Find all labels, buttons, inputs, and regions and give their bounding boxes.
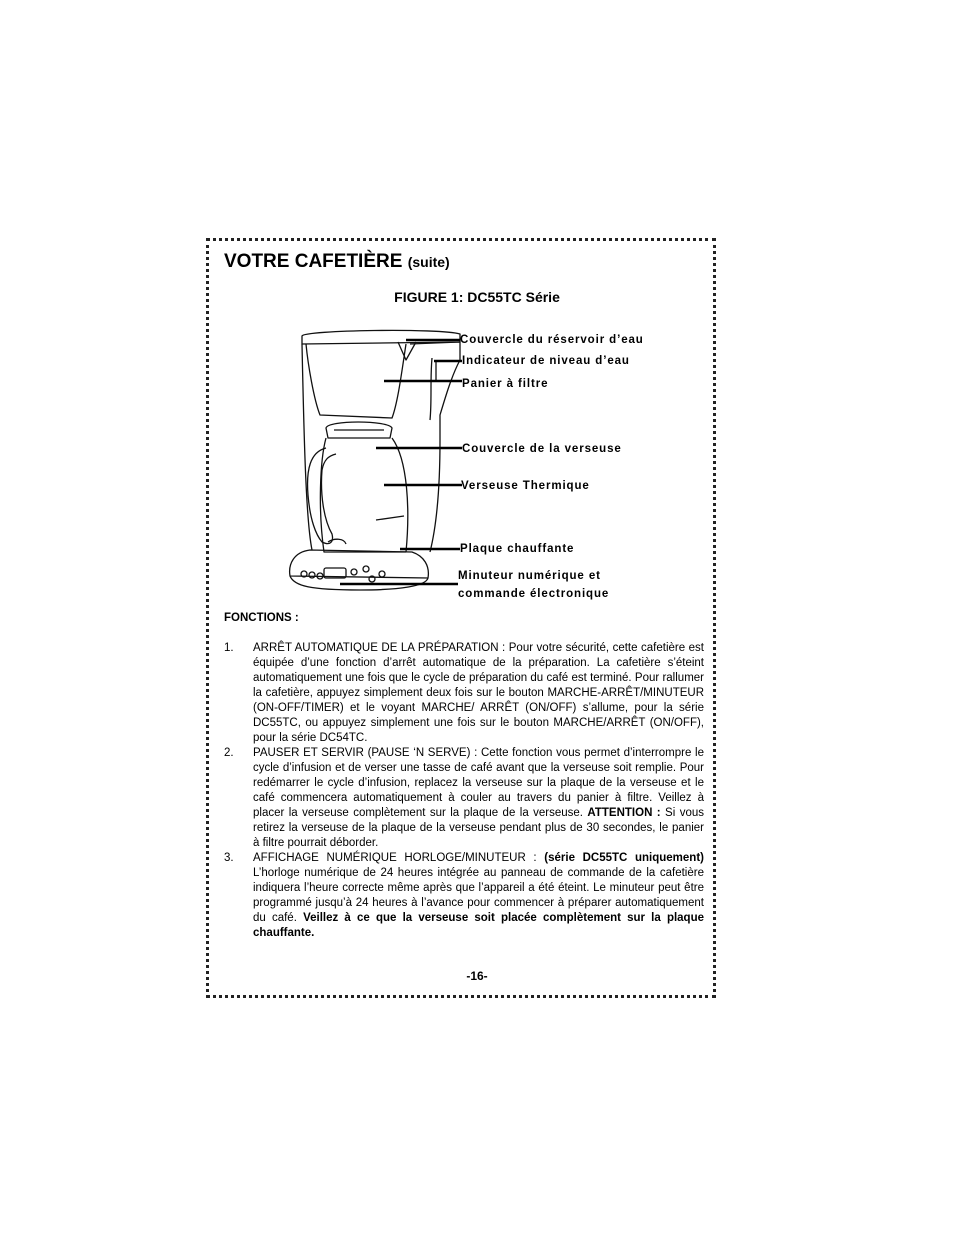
list-item-text: AFFICHAGE NUMÉRIQUE HORLOGE/MINUTEUR : [253, 852, 537, 864]
list-item-text: Si vous retirez la verseuse de la plaque de la verseuse pendant plus de 30 secondes, le panier à filtre pourrait déborder. [253, 807, 704, 849]
list-item-text: L’horloge numérique de 24 heures intégrée au panneau de commande de la cafetière indiquera l’heure correcte même après que l’appareil a été éteint. Le minuteur peut être programmé jusqu’à 24 heures à l’avance pour commencer à préparer automatiquement du café. [253, 867, 704, 924]
list-item-number: 2. [224, 747, 234, 759]
page-title-text: VOTRE CAFETIÈRE [224, 251, 403, 272]
list-item-text: ARRÊT AUTOMATIQUE DE LA PRÉPARATION : Pour votre sécurité, cette cafetière est équipée d’une fonction d’arrêt automatique de la préparation. La cafetière s’éteint automatiquement une fois que le cycle de préparation du café est terminé. Pour rallumer la cafetière, appuyez simplement deux fois sur le bouton MARCHE-ARRÊT/MINUTEUR (ON-OFF/TIMER) et le voyant MARCHE/ ARRÊT (ON/OFF) s’allume, pour la série DC55TC, ou appuyez simplement une fois sur le bouton MARCHE/ARRÊT (ON/OFF), pour la série DC54TC. [253, 642, 704, 744]
callout-thermal-carafe: Verseuse Thermique [461, 480, 590, 492]
reservoir-lid-shape [302, 330, 460, 344]
page-title [224, 251, 450, 273]
callout-water-reservoir-lid: Couvercle du réservoir d’eau [460, 334, 644, 346]
callout-water-level-indicator: Indicateur de niveau d’eau [462, 355, 630, 367]
callout-carafe-lid: Couvercle de la verseuse [462, 443, 622, 455]
figure-caption: FIGURE 1: DC55TC Série [394, 289, 560, 305]
callout-digital-timer-line2: commande électronique [458, 588, 610, 600]
list-item-text: PAUSER ET SERVIR (PAUSE ‘N SERVE) : Cette fonction vous permet d’interrompre le cycle d’infusion et de verser une tasse de café avant que la verseuse soit remplie. Pour redémarrer le cycle d’infusion, replacez la verseuse sur la plaque de la verseuse et le café commencera automatiquement à couler au travers du panier à filtre. Veillez à placer la verseuse complètement sur la plaque de la verseuse. [253, 747, 704, 819]
callout-warming-plate: Plaque chauffante [460, 543, 575, 555]
warming-plate-shape [290, 550, 429, 578]
page-title-suffix: (suite) [407, 254, 450, 270]
list-item-number: 1. [224, 642, 234, 654]
list-item [224, 851, 704, 941]
list-item-bold-text: Veillez à ce que la verseuse soit placée complètement sur la plaque chauffante. [253, 912, 705, 939]
functions-heading: FONCTIONS : [224, 612, 299, 624]
list-item-bold-text: ATTENTION : [587, 807, 661, 819]
callout-digital-timer-line1: Minuteur numérique et [458, 570, 601, 582]
list-item [224, 641, 704, 746]
functions-list [224, 641, 704, 941]
callout-filter-basket: Panier à filtre [462, 378, 549, 390]
list-item [224, 746, 704, 851]
page-number: -16- [466, 969, 488, 983]
list-item-number: 3. [224, 852, 234, 864]
list-item-bold-text: (série DC55TC uniquement) [544, 852, 704, 864]
